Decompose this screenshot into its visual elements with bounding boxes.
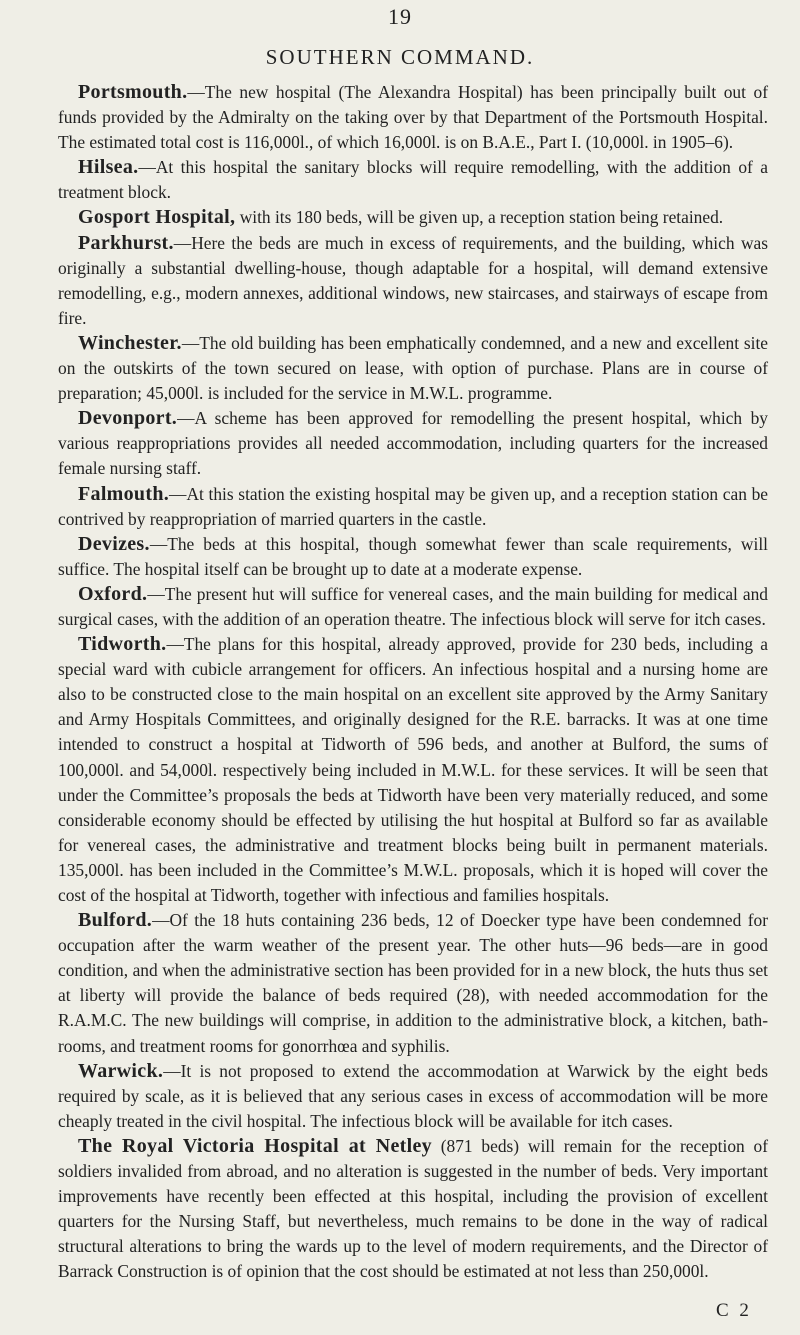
paragraph <box>58 632 768 908</box>
paragraph-text: —At this station the existing hospital may be given up, and a reception station can be contrived by reappropriation of married quarters in the castle. <box>58 483 768 529</box>
place-name: Devizes. <box>78 532 150 555</box>
page-number: 19 <box>388 4 412 29</box>
paragraph <box>58 482 768 532</box>
place-name: Bulford. <box>78 909 153 932</box>
body-text <box>58 80 768 1285</box>
paragraph <box>58 582 768 632</box>
paragraph-text: —At this hospital the sanitary blocks will require remodelling, with the addition of a treatment block. <box>58 157 768 203</box>
paragraph <box>58 155 768 205</box>
place-name: Devonport. <box>78 407 178 430</box>
paragraph <box>58 908 768 1059</box>
paragraph-text: —Here the beds are much in excess of requirements, and the building, which was originally a substantial dwelling-house, though adaptable for a hospital, will demand extensive remodelling, e.g., modern annexes, additional windows, new staircases, and stairways of escape from fire. <box>58 232 768 328</box>
place-name: The Royal Victoria Hospital at Netley <box>78 1134 432 1157</box>
signature-mark: C 2 <box>716 1300 752 1321</box>
paragraph-text: —The present hut will suffice for venereal cases, and the main building for medical and surgical cases, with the addition of an operation theatre. The infectious block will serve for itch cases. <box>58 583 768 629</box>
place-name: Parkhurst. <box>78 231 174 254</box>
paragraph <box>58 205 768 230</box>
paragraph-text: —It is not proposed to extend the accommodation at Warwick by the eight beds required by scale, as it is believed that any serious cases in excess of accommodation will be more cheaply treated in the civil hospital. The infectious block will be available for itch cases. <box>58 1060 768 1131</box>
paragraph <box>58 406 768 481</box>
place-name: Tidworth. <box>78 633 167 656</box>
paragraph <box>58 1059 768 1134</box>
paragraph-text: —Of the 18 huts containing 236 beds, 12 of Doecker type have been condemned for occupation after the warm weather of the present year. The other huts—96 beds—are in good condition, and when the administrative section has been provided for in a new block, the huts thus set at liberty will provide the balance of beds required (28), with needed accommodation for the R.A.M.C. The new buildings will comprise, in addition to the administrative block, a kitchen, bath-rooms, and treatment rooms for gonorrhœa and syphilis. <box>58 910 768 1056</box>
section-heading: SOUTHERN COMMAND. <box>265 45 535 69</box>
place-name: Winchester. <box>78 331 182 354</box>
place-name: Hilsea. <box>78 156 139 179</box>
paragraph-text: —The new hospital (The Alexandra Hospital) has been principally built out of funds provided by the Admiralty on the taking over by that Department of the Portsmouth Hospital. The estimated total cost is 116,000l., of which 16,000l. is on B.A.E., Part I. (10,000l. in 1905–6). <box>58 82 768 153</box>
paragraph <box>58 331 768 406</box>
paragraph <box>58 532 768 582</box>
paragraph-text: —The old building has been emphatically condemned, and a new and excellent site on the outskirts of the town secured on lease, with option of purchase. Plans are in course of preparation; 45,000l. is included for the service in M.W.L. programme. <box>58 332 768 404</box>
paragraph <box>58 231 768 331</box>
paragraph <box>58 1134 768 1285</box>
paragraph-text: with its 180 beds, will be given up, a reception station being retained. <box>235 207 724 228</box>
place-name: Warwick. <box>78 1059 164 1082</box>
paragraph-text: (871 beds) will remain for the reception of soldiers invalided from abroad, and no alteration is suggested in the number of beds. Very important improvements have recently been effected at this hospital, including the provision of excellent quarters for the Nursing Staff, but nevertheless, much remains to be done in the way of radical structural alterations to bring the wards up to the level of modern requirements, and the Director of Barrack Construction is of opinion that the cost should be estimated at not less than 250,000l. <box>58 1135 769 1282</box>
paragraph-text: —The beds at this hospital, though somewhat fewer than scale requirements, will suffice. The hospital itself can be brought up to date at a moderate expense. <box>58 533 768 579</box>
paragraph-text: —The plans for this hospital, already approved, provide for 230 beds, including a special ward with cubicle arrangement for officers. An infectious hospital and a nursing home are also to be constructed close to the main hospital on an excellent site approved by the Army Sanitary and Army Hospitals Committees, and originally designed for the R.E. barracks. It was at one time intended to construct a hospital at Tidworth of 596 beds, and another at Bulford, the sums of 100,000l. and 54,000l. respectively being included in M.W.L. for these services. It will be seen that under the Committee’s proposals the beds at Tidworth have been very materially reduced, and some considerable economy should be effected by utilising the hut hospital at Bulford so far as available for venereal cases, the administrative and treatment blocks being built in permanent materials. 135,000l. has been included in the Committee’s M.W.L. proposals, which it is hoped will cover the cost of the hospital at Tidworth, together with infectious and families hospitals. <box>58 634 768 905</box>
place-name: Oxford. <box>78 582 148 605</box>
place-name: Falmouth. <box>78 482 170 505</box>
place-name: Gosport Hospital, <box>78 206 236 229</box>
paragraph-text: —A scheme has been approved for remodelling the present hospital, which by various reappropriations provides all needed accommodation, including quarters for the increased female nursing staff. <box>58 408 768 479</box>
paragraph <box>58 80 768 155</box>
place-name: Portsmouth. <box>78 81 188 103</box>
